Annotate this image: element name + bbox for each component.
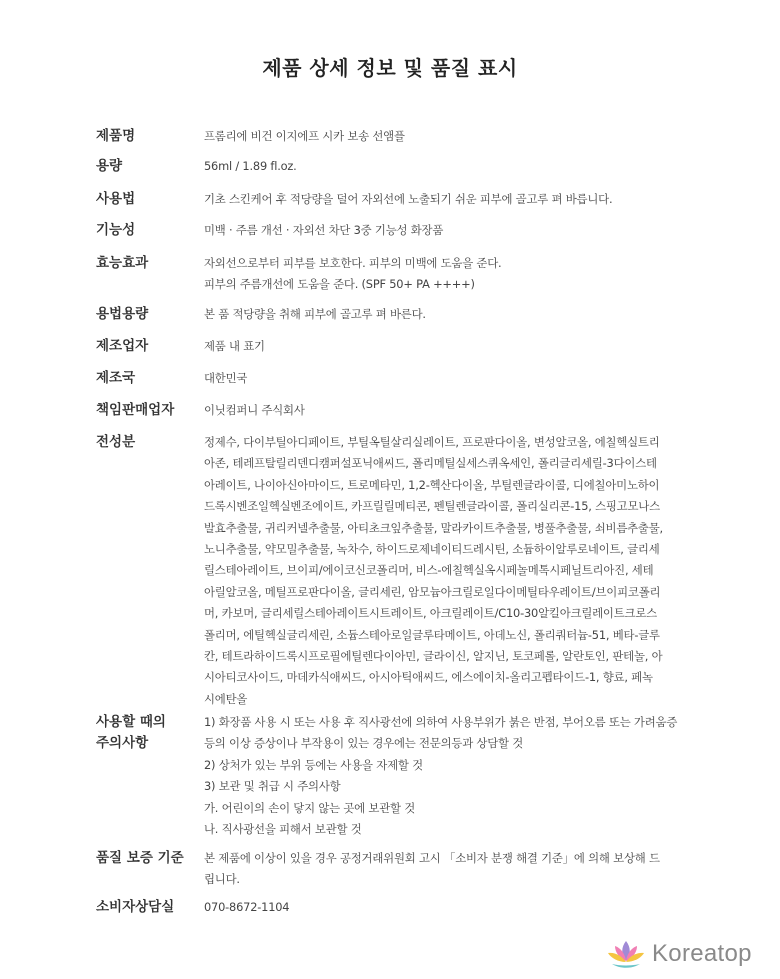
row-label: 기능성 <box>96 222 136 238</box>
row-label: 사용할 때의 주의사항 <box>96 714 166 751</box>
row-label: 전성분 <box>96 434 136 450</box>
row-label: 소비자상담실 <box>96 899 175 915</box>
row-value: 본 제품에 이상이 있을 경우 공정거래위원회 고시 「소비자 분쟁 해결 기준」에 의해 보상해 드 립니다. <box>204 851 660 887</box>
row-label: 용법용량 <box>96 306 149 322</box>
page-title: 제품 상세 정보 및 품질 표시 <box>262 56 518 80</box>
row-value: 이닛컴퍼니 주식회사 <box>204 403 305 417</box>
row-label: 제품명 <box>96 128 136 144</box>
row-value: 기초 스킨케어 후 적당량을 덜어 자외선에 노출되기 쉬운 피부에 골고루 펴 바릅니다. <box>204 192 613 206</box>
row-value: 제품 내 표기 <box>204 339 265 353</box>
row-value: 정제수, 다이부틸아디페이트, 부틸옥틸살리실레이트, 프로판다이올, 변성알코올, 에칠헥실트리 아존, 테레프탈릴리덴디캠퍼설포닉애씨드, 폴리메틸실세스퀴옥세인, 폴리글리세릴-3다이스테 아레이트, 나이아신아마이드, 트로메타민, 1,2-헥산다이올, 부틸렌글라이콜, 디에칠아미노하이 드록시벤조일헥실벤조에이트, 카프릴릴메티콘, 펜틸렌글라이콜, 폴리실리콘-15, 스핑고모나스 발효추출물, 귀리커넬추출물, 아티초크잎추출물, 말라카이트추출물, 병풀추출물, 쇠비름추출물, 노니추출물, 약모밀추출물, 녹차수, 하이드로제네이티드레시틴, 소듐하이알루로네이트, 글리세 릴스테아레이트, 브이피/에이코신코폴리머, 비스-에칠헥실옥시페놀메톡시페닐트리아진, 세테 아릴알코올, 메틸프로판다이올, 글리세린, 암모늄아크릴로일다이메틸타우레이트/브이피코폴리 머, 카보머, 글리세릴스테아레이트시트레이트, 아크릴레이트/C10-30알킬아크릴레이트크로스 폴리머, 에틸헥실글리세린, 소듐스테아로일글루타메이트, 아데노신, 폴리쿼터늄-51, 베타-글루 칸, 테트라하이드록시프로필에틸렌다이아민, 글라이신, 알지닌, 토코페롤, 알란토인, 판테놀, 아 시아티코사이드, 마데카식애씨드, 아시아틱애씨드, 에스에이치-올리고펩타이드-1, 향료, 페녹 시에탄올 <box>204 435 663 706</box>
row-value: 대한민국 <box>204 371 248 385</box>
row-value: 1) 화장품 사용 시 또는 사용 후 직사광선에 의하여 사용부위가 붉은 반점, 부어오름 또는 가려움증 등의 이상 증상이나 부작용이 있는 경우에는 전문의등과 상담할 것 2) 상처가 있는 부위 등에는 사용을 자제할 것 3) 보관 및 취급 시 주의사항 가. 어린이의 손이 닿지 않는 곳에 보관할 것 나. 직사광선을 피해서 보관할 것 <box>204 715 678 837</box>
row-value: 본 품 적당량을 취해 피부에 골고루 펴 바른다. <box>204 307 426 321</box>
row-label: 용량 <box>96 158 123 174</box>
row-label: 제조국 <box>96 370 136 386</box>
brand-logo <box>606 937 752 971</box>
row-label: 품질 보증 기준 <box>96 850 184 866</box>
row-value: 미백 · 주름 개선 · 자외선 차단 3중 기능성 화장품 <box>204 223 444 237</box>
row-label: 제조업자 <box>96 338 149 354</box>
row-value: 자외선으로부터 피부를 보호한다. 피부의 미백에 도움을 준다. 피부의 주름개선에 도움을 준다. (SPF 50+ PA ++++) <box>204 256 502 292</box>
lotus-icon <box>606 937 646 971</box>
row-value: 070-8672-1104 <box>204 900 290 914</box>
logo-text: Koreatop <box>652 940 752 967</box>
row-value: 프롬리에 비건 이지에프 시카 보송 선앰플 <box>204 129 405 143</box>
row-label: 사용법 <box>96 191 136 207</box>
row-label: 책임판매업자 <box>96 402 175 418</box>
row-label: 효능효과 <box>96 255 149 271</box>
row-value: 56ml / 1.89 fl.oz. <box>204 159 297 173</box>
